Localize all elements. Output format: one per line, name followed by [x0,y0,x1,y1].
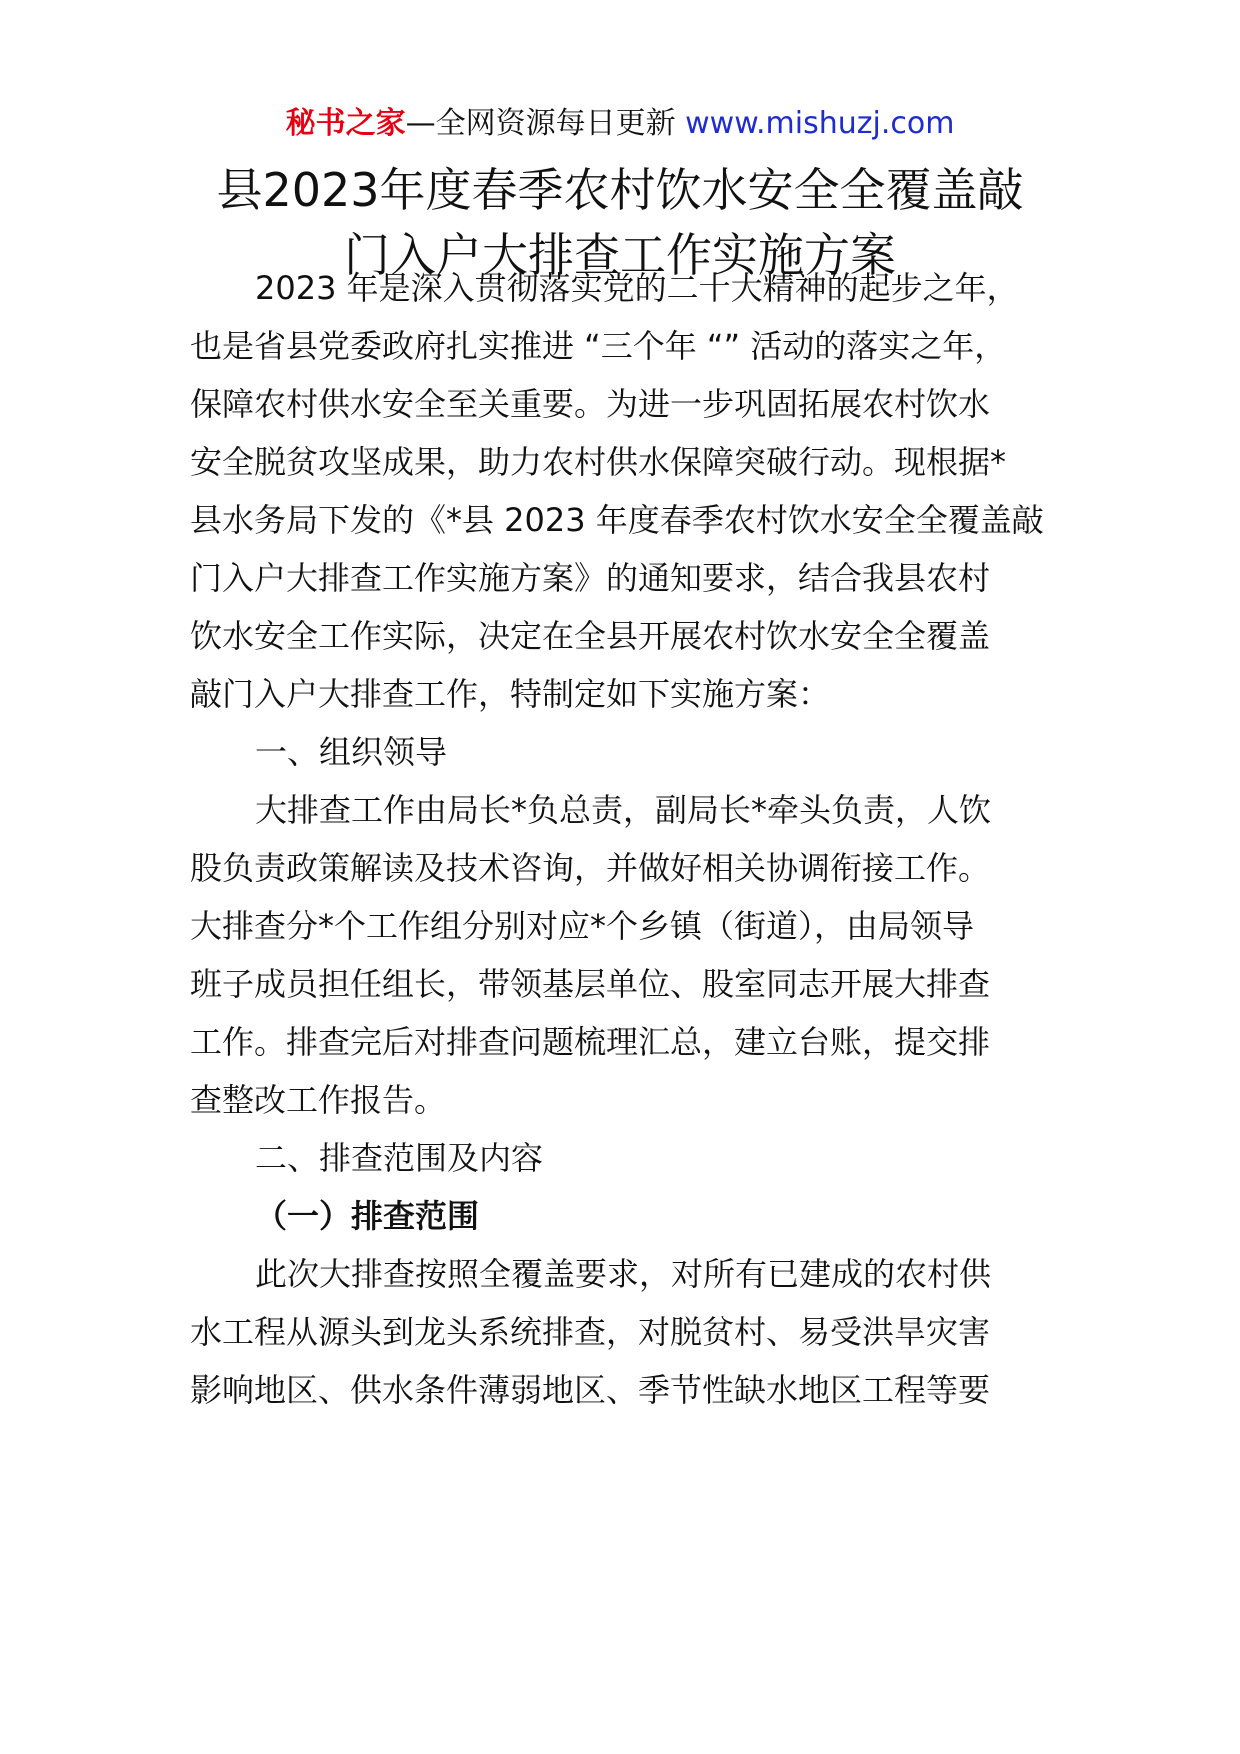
document-title-line-1: 县2023年度春季农村饮水安全全覆盖敲 [216,163,1024,217]
paragraph-line: 2023 年是深入贯彻落实党的二十大精神的起步之年， [255,269,1019,307]
paragraph-line: 门入户大排查工作实施方案》的通知要求，结合我县农村 [190,559,991,597]
section-heading-scope: 二、排查范围及内容 [255,1139,544,1177]
paragraph-line: 也是省县党委政府扎实推进 “三个年 “” 活动的落实之年， [190,327,1007,365]
site-header [0,104,1240,144]
subsection-heading-scope: （一）排查范围 [255,1197,480,1235]
paragraph-line: 影响地区、供水条件薄弱地区、季节性缺水地区工程等要 [190,1371,991,1409]
paragraph-line: 敲门入户大排查工作，特制定如下实施方案： [190,675,831,713]
paragraph-line: 大排查分*个工作组分别对应*个乡镇（街道），由局领导 [190,907,975,945]
paragraph-line: 工作。排查完后对排查问题梳理汇总，建立台账，提交排 [190,1023,991,1061]
paragraph-line: 保障农村供水安全至关重要。为进一步巩固拓展农村饮水 [190,385,991,423]
site-brand: 秘书之家 [285,106,406,141]
paragraph-line: 水工程从源头到龙头系统排查，对脱贫村、易受洪旱灾害 [190,1313,991,1351]
site-url-link[interactable]: www.mishuzj.com [685,106,955,141]
document-title-line-2: 门入户大排查工作实施方案 [344,228,896,282]
paragraph-line: 班子成员担任组长，带领基层单位、股室同志开展大排查 [190,965,991,1003]
paragraph-line: 查整改工作报告。 [190,1081,447,1119]
paragraph-line: 饮水安全工作实际，决定在全县开展农村饮水安全全覆盖 [190,617,991,655]
paragraph-line: 大排查工作由局长*负总责，副局长*牵头负责，人饮 [255,791,992,829]
paragraph-line: 此次大排查按照全覆盖要求，对所有已建成的农村供 [255,1255,992,1293]
site-tagline: —全网资源每日更新 [405,106,686,141]
paragraph-line: 股负责政策解读及技术咨询，并做好相关协调衔接工作。 [190,849,991,887]
section-heading-organization: 一、组织领导 [255,733,448,771]
paragraph-line: 县水务局下发的《*县 2023 年度春季农村饮水安全全覆盖敲 [190,501,1044,539]
paragraph-line: 安全脱贫攻坚成果，助力农村供水保障突破行动。现根据* [190,443,1007,481]
